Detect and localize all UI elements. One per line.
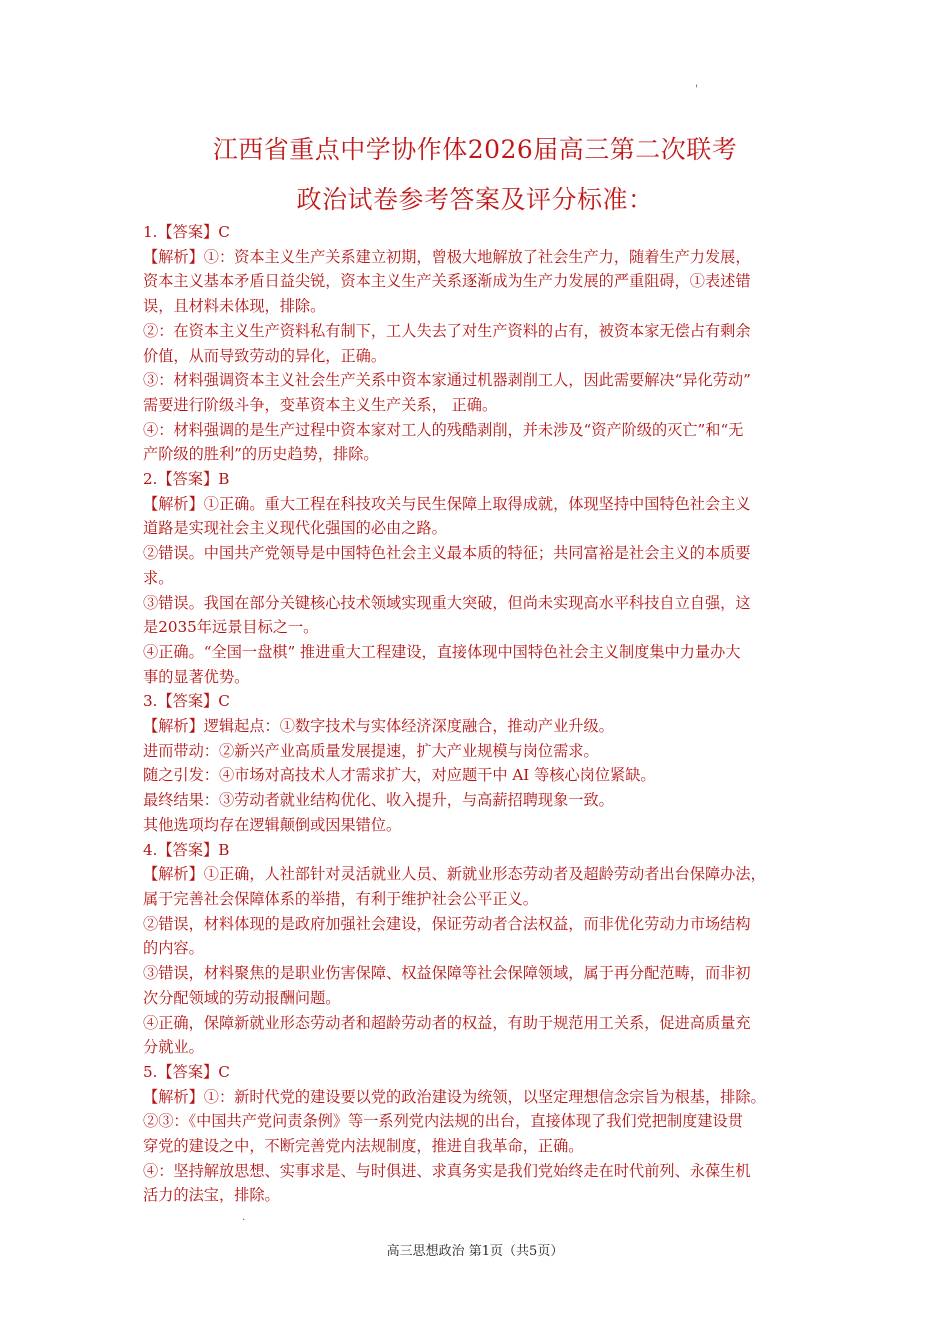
text-line: 【解析】①：资本主义生产关系建立初期，曾极大地解放了社会生产力，随着生产力发展， (143, 247, 751, 266)
text-line: 活力的法宝，排除。 (143, 1186, 280, 1205)
text-line: 进而带动：②新兴产业高质量发展提速，扩大产业规模与岗位需求。 (143, 741, 599, 760)
text-line: 事的显著优势。 (143, 667, 250, 686)
text-line: 求。 (143, 568, 174, 587)
text-line: 的内容。 (143, 939, 204, 958)
text-line: 分就业。 (143, 1038, 204, 1057)
stray-mark-bottom: . (242, 1212, 246, 1223)
stray-mark-top: ' (695, 84, 698, 95)
text-line: 是2035年远景目标之一。 (143, 618, 319, 637)
text-line: ③错误，材料聚焦的是职业伤害保障、权益保障等社会保障领域，属于再分配范畴，而非初 (143, 964, 751, 983)
text-line: ④正确，保障新就业形态劳动者和超龄劳动者的权益，有助于规范用工关系，促进高质量充 (143, 1013, 751, 1032)
answer-content (143, 220, 813, 1208)
text-line: 随之引发：④市场对高技术人才需求扩大，对应题干中 AI 等核心岗位紧缺。 (143, 766, 656, 785)
text-line: ④：材料强调的是生产过程中资本家对工人的残酷剥削，并未涉及“资产阶级的灭亡”和“无 (143, 420, 744, 439)
text-line: 3.【答案】C (143, 692, 230, 711)
text-line: 【解析】逻辑起点：①数字技术与实体经济深度融合，推动产业升级。 (143, 717, 614, 736)
text-line: 5.【答案】C (143, 1062, 230, 1081)
text-line: 最终结果：③劳动者就业结构优化、收入提升，与高薪招聘现象一致。 (143, 791, 614, 810)
text-line: 资本主义基本矛盾日益尖锐，资本主义生产关系逐渐成为生产力发展的严重阻碍，①表述错 (143, 272, 751, 291)
text-line: 次分配领域的劳动报酬问题。 (143, 988, 341, 1007)
text-line: 其他选项均存在逻辑颠倒或因果错位。 (143, 815, 402, 834)
text-line: ③错误。我国在部分关键核心技术领域实现重大突破，但尚未实现高水平科技自立自强，这 (143, 593, 751, 612)
page-footer: 高三思想政治 第1页（共5页） (386, 1244, 564, 1259)
text-line: 价值，从而导致劳动的异化，正确。 (143, 346, 386, 365)
text-line: ④：坚持解放思想、实事求是、与时俱进、求真务实是我们党始终走在时代前列、永葆生机 (143, 1161, 751, 1180)
text-line: ②③：《中国共产党问责条例》等一系列党内法规的出台，直接体现了我们党把制度建设贯 (143, 1112, 743, 1131)
text-line: ②错误。中国共产党领导是中国特色社会主义最本质的特征；共同富裕是社会主义的本质要 (143, 544, 751, 563)
text-line: 穿党的建设之中，不断完善党内法规制度，推进自我革命，正确。 (143, 1137, 584, 1156)
text-line: 产阶级的胜利”的历史趋势，排除。 (143, 445, 379, 464)
text-line: ④正确。“全国一盘棋” 推进重大工程建设，直接体现中国特色社会主义制度集中力量办大 (143, 642, 741, 661)
document-title: 江西省重点中学协作体2026届高三第二次联考 (212, 135, 738, 164)
text-line: 1.【答案】C (143, 223, 230, 241)
text-line: 属于完善社会保障体系的举措，有利于维护社会公平正义。 (143, 889, 538, 908)
text-line: 【解析】①：新时代党的建设要以党的政治建设为统领，以坚定理想信念宗旨为根基，排除。 (143, 1087, 766, 1106)
document-subtitle: 政治试卷参考答案及评分标准： (296, 185, 654, 214)
text-line: ②：在资本主义生产资料私有制下，工人失去了对生产资料的占有，被资本家无偿占有剩余 (143, 321, 751, 340)
text-line: 道路是实现社会主义现代化强国的必由之路。 (143, 519, 447, 538)
text-line: ③：材料强调资本主义社会生产关系中资本家通过机器剥削工人，因此需要解决“异化劳动” (143, 371, 751, 390)
text-line: 【解析】①正确，人社部针对灵活就业人员、新就业形态劳动者及超龄劳动者出台保障办法， (143, 865, 766, 884)
text-line: 误，且材料未体现，排除。 (143, 297, 326, 316)
text-line: 2.【答案】B (143, 470, 230, 489)
text-line: 需要进行阶级斗争，变革资本主义生产关系， 正确。 (143, 395, 498, 414)
text-line: ②错误，材料体现的是政府加强社会建设，保证劳动者合法权益，而非优化劳动力市场结构 (143, 914, 751, 933)
text-line: 【解析】①正确。重大工程在科技攻关与民生保障上取得成就，体现坚持中国特色社会主义 (143, 494, 751, 513)
text-line: 4.【答案】B (143, 840, 230, 859)
